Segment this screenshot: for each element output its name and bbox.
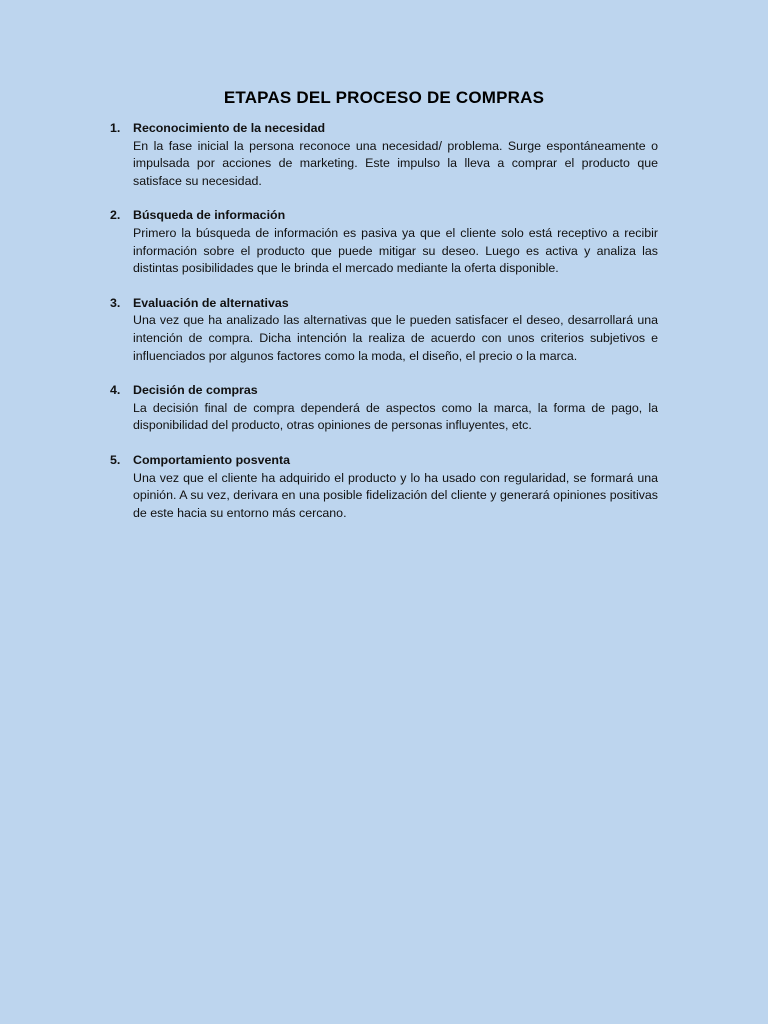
step-text: Primero la búsqueda de información es pasiva ya que el cliente solo está receptivo a recibir información sobre el producto que puede mitigar su deseo. Luego es activa y analiza las distintas posibilidades que le brinda el mercado mediante la oferta disponible. (133, 225, 658, 276)
step-text: Una vez que el cliente ha adquirido el producto y lo ha usado con regularidad, se formará una opinión. A su vez, derivara en una posible fidelización del cliente y generará opiniones positivas de este hacia su entorno más cercano. (133, 470, 658, 520)
list-item-step-1 (110, 120, 658, 190)
step-body (133, 382, 658, 435)
step-body (133, 452, 658, 522)
step-number: 4. (110, 383, 121, 398)
step-text: En la fase inicial la persona reconoce una necesidad/ problema. Surge espontáneamente o impulsada por acciones de marketing. Este impulso la lleva a comprar el producto que satisface su necesidad. (133, 138, 658, 188)
step-number: 5. (110, 452, 121, 467)
step-number: 1. (110, 121, 121, 135)
list-item-step-2 (110, 207, 658, 277)
step-heading: Reconocimiento de la necesidad (133, 121, 326, 135)
list-item-step-5 (110, 452, 658, 522)
step-body (133, 120, 658, 190)
step-text: La decisión final de compra dependerá de aspectos como la marca, la forma de pago, la disponibilidad del producto, otras opiniones de personas influyentes, etc. (133, 400, 658, 433)
step-heading: Comportamiento posventa (133, 452, 290, 467)
step-number: 2. (110, 208, 121, 223)
page-title: ETAPAS DEL PROCESO DE COMPRAS (223, 88, 545, 107)
list-item-step-4 (110, 382, 658, 435)
step-number: 3. (110, 295, 121, 310)
step-heading: Búsqueda de información (133, 208, 286, 223)
step-body (133, 295, 658, 365)
step-heading: Evaluación de alternativas (133, 295, 289, 310)
step-text: Una vez que ha analizado las alternativas que le pueden satisfacer el deseo, desarrollará una intención de compra. Dicha intención la realiza de acuerdo con unos criterios subjetivos e influenciados por algunos factores como la moda, el diseño, el precio o la marca. (133, 313, 658, 363)
step-heading: Decisión de compras (133, 383, 258, 398)
list-item-step-3 (110, 295, 658, 365)
step-body (133, 207, 658, 277)
steps-list (110, 120, 658, 522)
